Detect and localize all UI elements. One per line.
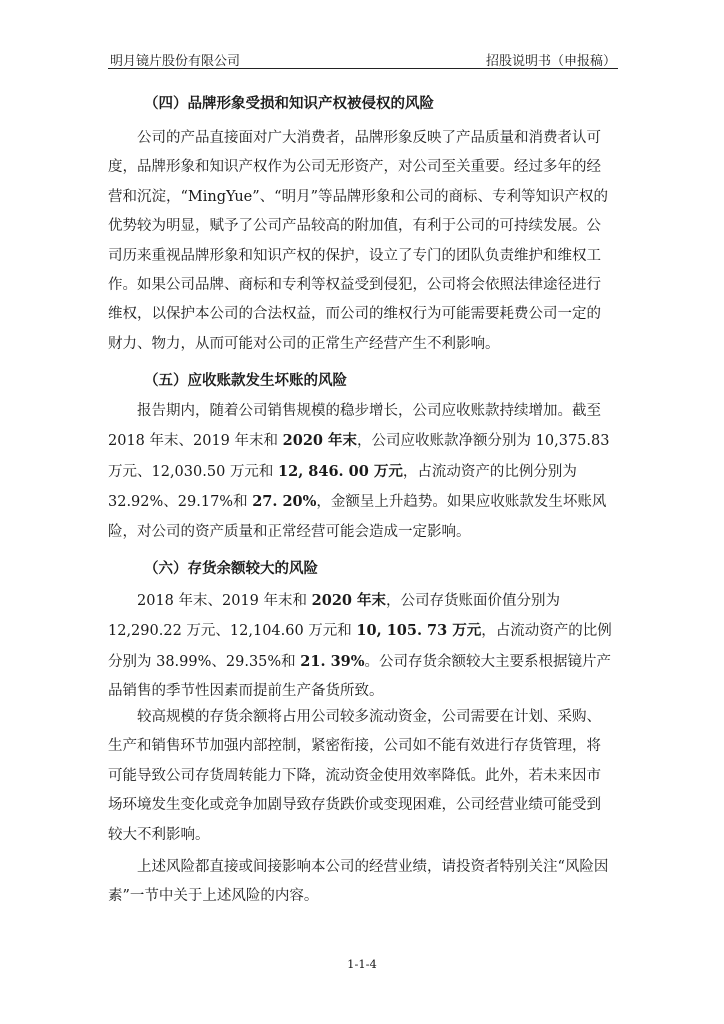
text-span: ，占流动资产的比例分别为 38.99%、29.35%和: [108, 623, 612, 670]
header-rule: [108, 68, 618, 69]
page-number: 1-1-4: [347, 957, 377, 971]
bold-percent: 27. 20%: [252, 493, 317, 511]
text-span: 。公司存货余额较大主要系根据镜片产品销售的季节性因素而提前生产备货所致。: [108, 653, 612, 700]
text-span: ，占流动资产的比例分别为 32.92%、29.17%和: [108, 463, 577, 511]
section-4-heading: （四）品牌形象受损和知识产权被侵权的风险: [144, 95, 434, 112]
text-span: ，公司存货账面价值分别为 12,290.22 万元、12,104.60 万元和: [108, 593, 561, 640]
closing-paragraph: 上述风险都直接或间接影响本公司的经营业绩，请投资者特别关注“风险因素”一节中关于上述风险的内容。: [108, 859, 609, 905]
section-6-heading: （六）存货余额较大的风险: [144, 560, 318, 577]
text-span: ，金额呈上升趋势。如果应收账款发生坏账风险，对公司的资产质量和正常经营可能会造成一定影响。: [108, 494, 607, 540]
section-5-heading: （五）应收账款发生坏账的风险: [144, 372, 347, 389]
bold-year: 2020 年末: [282, 432, 358, 450]
section-6-paragraph-1: [108, 586, 614, 707]
text-span: ，公司应收账款净额分别为 10,375.83 万元、12,030.50 万元和: [108, 433, 610, 480]
bold-year: 2020 年末: [311, 592, 387, 609]
section-4-paragraph: 公司的产品直接面对广大消费者，品牌形象反映了产品质量和消费者认可度，品牌形象和知识产权作为公司无形资产，对公司至关重要。经过多年的经营和沉淀，“MingYue”、“明月”等品牌形象和公司的商标、专利等知识产权的优势较为明显，赋予了公司产品较高的附加值，有利于公司的可持续发展。公司历来重视品牌形象和知识产权的保护，设立了专门的团队负责维护和维权工作。如果公司品牌、商标和专利等权益受到侵犯，公司将会依照法律途径进行维权，以保护本公司的合法权益，而公司的维权行为可能需要耗费公司一定的财力、物力，从而可能对公司的正常生产经营产生不利影响。: [108, 130, 608, 352]
section-6-paragraph-2: 较高规模的存货余额将占用公司较多流动资金，公司需要在计划、采购、生产和销售环节加强内部控制，紧密衔接，公司如不能有效进行存货管理，将可能导致公司存货周转能力下降，流动资金使用效率降低。此外，若未来因市场环境发生变化或竞争加剧导致存货跌价或变现困难，公司经营业绩可能受到较大不利影响。: [108, 709, 601, 843]
bold-amount: 12, 846. 00 万元: [278, 462, 403, 480]
section-5-paragraph: [108, 397, 614, 547]
header-company: 明月镜片股份有限公司: [110, 54, 241, 69]
bold-percent: 21. 39%: [300, 652, 365, 670]
text-span: 2018 年末、2019 年末和: [137, 593, 312, 609]
bold-amount: 10, 105. 73 万元: [356, 622, 482, 640]
header-doc-title: 招股说明书（申报稿）: [485, 54, 616, 69]
text-span: 报告期内，随着公司销售规模的稳步增长，公司应收账款持续增加。截至2018 年末、2019 年末和: [108, 403, 601, 450]
